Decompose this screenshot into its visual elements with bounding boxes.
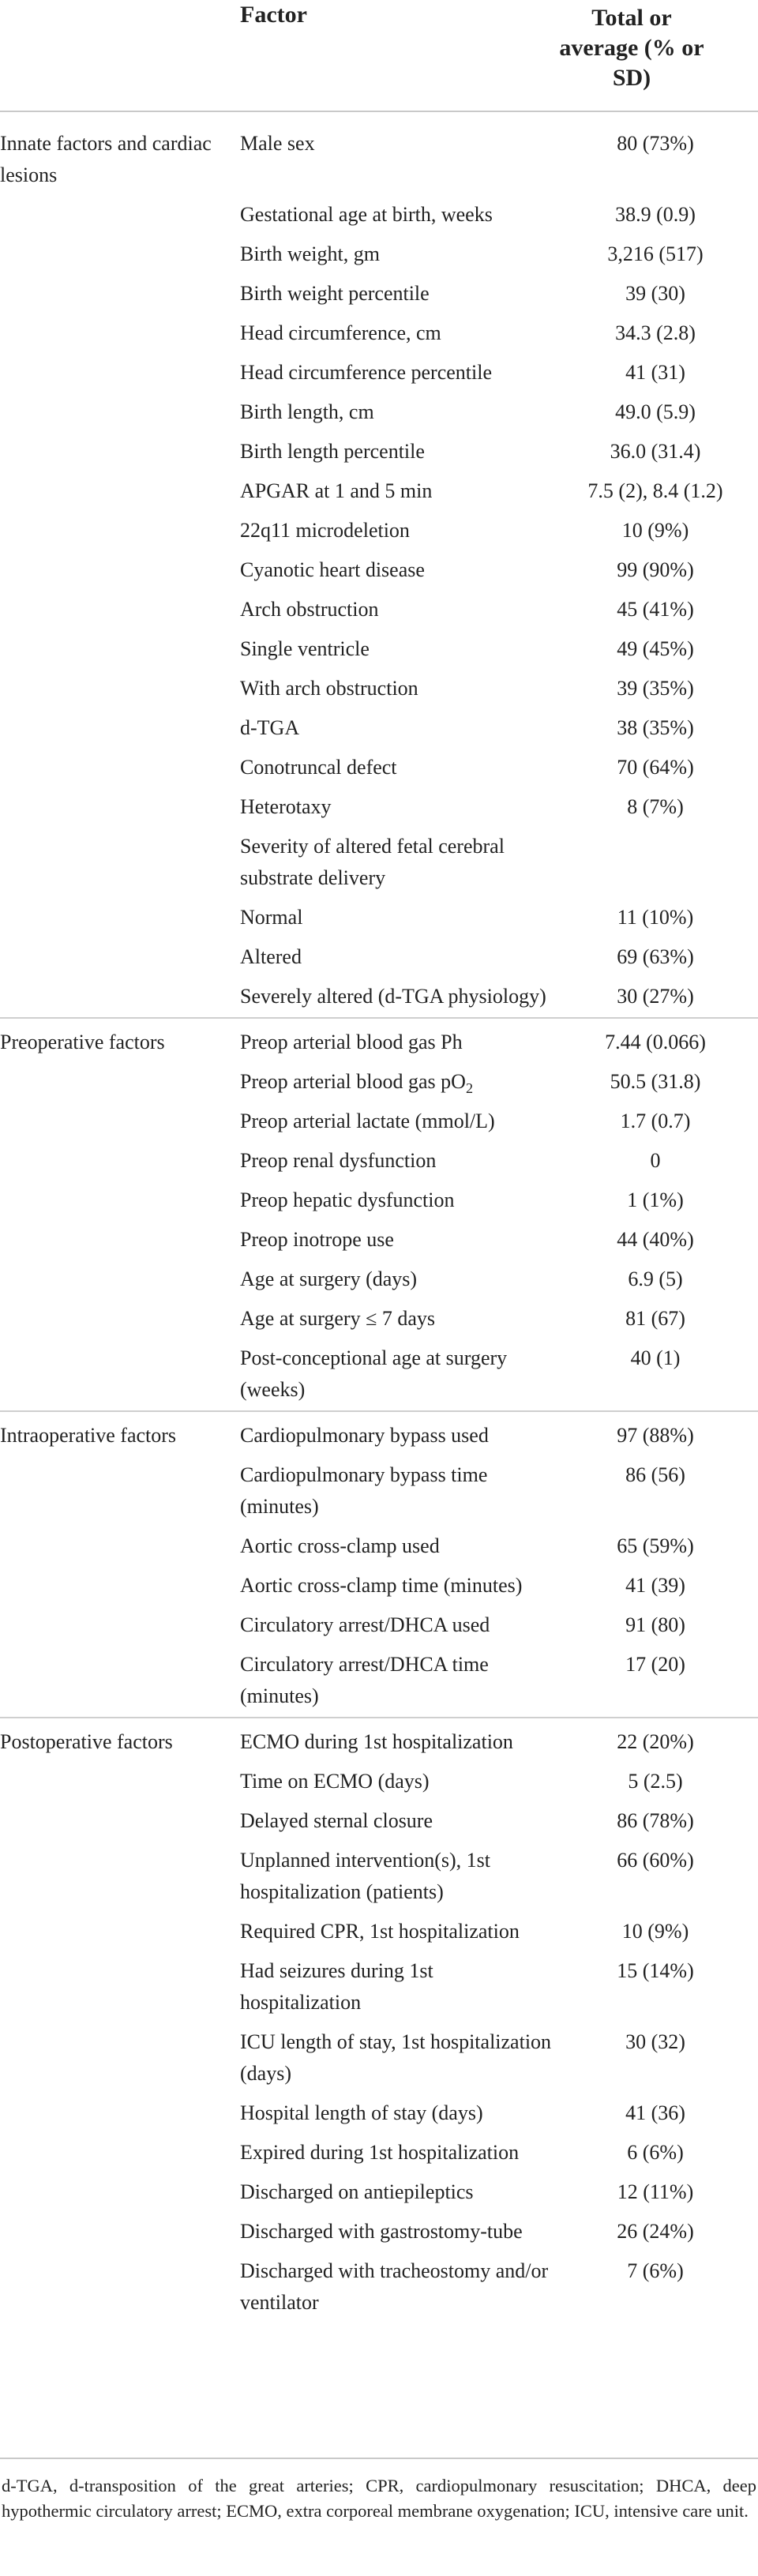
table-row xyxy=(0,235,758,275)
factor-cell xyxy=(240,2252,553,2323)
factor-cell xyxy=(240,1913,553,1952)
group-cell xyxy=(0,1221,240,1260)
factor-label: Heterotaxy xyxy=(240,795,332,818)
factor-cell xyxy=(240,1842,553,1913)
value-cell: 86 (78%) xyxy=(617,1809,694,1832)
table-body xyxy=(0,120,758,2323)
group-cell xyxy=(0,2173,240,2213)
factor-cell xyxy=(240,235,553,275)
table-row xyxy=(0,978,758,1018)
group-cell xyxy=(0,1842,240,1913)
factor-cell xyxy=(240,749,553,788)
header-rule xyxy=(0,111,758,112)
value-cell: 97 (88%) xyxy=(553,1411,758,1456)
group-cell xyxy=(0,314,240,354)
factor-label: Preop arterial lactate (mmol/L) xyxy=(240,1110,495,1132)
factor-label: Single ventricle xyxy=(240,637,370,660)
factor-cell xyxy=(240,1018,553,1063)
group-cell xyxy=(0,1527,240,1567)
value-cell: 66 (60%) xyxy=(617,1849,694,1872)
value-cell: 80 (73%) xyxy=(617,132,694,155)
column-header-total: Total or average (% or SD) xyxy=(559,5,704,91)
table-row xyxy=(0,1567,758,1606)
factor-label: Discharged with tracheostomy and/or ventilator xyxy=(240,2259,549,2314)
factor-label: Hospital length of stay (days) xyxy=(240,2101,483,2124)
factor-cell xyxy=(240,630,553,670)
group-cell xyxy=(0,354,240,393)
factor-cell xyxy=(240,354,553,393)
factor-cell xyxy=(240,1339,553,1411)
group-cell xyxy=(0,512,240,551)
factor-label: Unplanned intervention(s), 1st hospitalization (patients) xyxy=(240,1849,490,1903)
value-cell: 17 (20) xyxy=(625,1653,685,1676)
factor-label: Discharged on antiepileptics xyxy=(240,2180,474,2203)
factor-label: Birth weight, gm xyxy=(240,242,380,265)
factor-cell xyxy=(240,196,553,235)
factor-label: Gestational age at birth, weeks xyxy=(240,203,493,226)
value-cell: 5 (2.5) xyxy=(628,1770,683,1793)
table-row xyxy=(0,2252,758,2323)
factor-cell xyxy=(240,978,553,1018)
group-cell xyxy=(0,2134,240,2173)
table-row xyxy=(0,512,758,551)
value-cell: 49.0 (5.9) xyxy=(615,400,696,423)
group-label: Innate factors and cardiac lesions xyxy=(0,132,212,186)
value-cell: 99 (90%) xyxy=(617,558,694,581)
group-cell xyxy=(0,1063,240,1102)
value-cell: 39 (35%) xyxy=(617,677,694,700)
factor-label: Preop renal dysfunction xyxy=(240,1149,437,1172)
column-header-factor: Factor xyxy=(240,2,307,28)
group-cell xyxy=(0,899,240,938)
table-header xyxy=(0,0,758,103)
factor-cell xyxy=(240,1221,553,1260)
factor-label: ICU length of stay, 1st hospitalization (days) xyxy=(240,2030,552,2085)
value-cell: 91 (80) xyxy=(625,1613,685,1636)
value-cell: 38.9 (0.9) xyxy=(615,203,696,226)
factor-label: Preop arterial blood gas pO xyxy=(240,1070,466,1093)
table-row xyxy=(0,1718,758,1763)
value-cell: 22 (20%) xyxy=(553,1718,758,1763)
factor-cell xyxy=(240,788,553,828)
factor-label: Birth weight percentile xyxy=(240,282,430,305)
group-cell xyxy=(0,591,240,630)
factor-label: Birth length, cm xyxy=(240,400,374,423)
group-cell xyxy=(0,2094,240,2134)
factor-label: With arch obstruction xyxy=(240,677,418,700)
table-row xyxy=(0,354,758,393)
value-cell: 26 (24%) xyxy=(617,2220,694,2243)
value-cell: 65 (59%) xyxy=(617,1534,694,1557)
factor-label: Time on ECMO (days) xyxy=(240,1770,430,1793)
factor-label: Altered xyxy=(240,945,302,968)
table-row xyxy=(0,393,758,433)
group-cell xyxy=(0,235,240,275)
group-cell xyxy=(0,788,240,828)
group-cell xyxy=(0,1300,240,1339)
factor-label: Severity of altered fetal cerebral substrate delivery xyxy=(240,835,505,889)
table-row xyxy=(0,275,758,314)
group-cell xyxy=(0,1456,240,1527)
table-row xyxy=(0,2213,758,2252)
value-cell: 49 (45%) xyxy=(617,637,694,660)
table-row xyxy=(0,1802,758,1842)
factor-label: ECMO during 1st hospitalization xyxy=(240,1730,513,1753)
table-row xyxy=(0,1842,758,1913)
factor-cell xyxy=(240,1063,553,1102)
table-row xyxy=(0,1018,758,1063)
table-row xyxy=(0,788,758,828)
factor-cell xyxy=(240,551,553,591)
factor-label: Had seizures during 1st hospitalization xyxy=(240,1959,433,2014)
factor-cell xyxy=(240,472,553,512)
table-row xyxy=(0,1102,758,1142)
factor-cell xyxy=(240,1260,553,1300)
factor-cell xyxy=(240,1802,553,1842)
factor-cell xyxy=(240,1411,553,1456)
table-row xyxy=(0,938,758,978)
group-cell xyxy=(0,828,240,899)
table-footnote: d-TGA, d-transposition of the great arteries; CPR, cardiopulmonary resuscitation; DHCA, deep hypothermic circulatory arrest; ECMO, extra corporeal membrane oxygenation; ICU, intensive care unit. xyxy=(2,2476,756,2521)
group-cell xyxy=(0,433,240,472)
table-row xyxy=(0,2023,758,2094)
value-cell: 10 (9%) xyxy=(621,1920,689,1943)
table-row xyxy=(0,749,758,788)
factor-cell xyxy=(240,120,553,196)
factor-cell xyxy=(240,1102,553,1142)
group-cell xyxy=(0,1913,240,1952)
value-cell: 39 (30) xyxy=(625,282,685,305)
value-cell: 7.44 (0.066) xyxy=(553,1018,758,1063)
factor-cell xyxy=(240,1181,553,1221)
factor-cell xyxy=(240,433,553,472)
factor-label: Preop inotrope use xyxy=(240,1228,394,1251)
factor-label: d-TGA xyxy=(240,716,300,739)
factor-cell xyxy=(240,938,553,978)
value-cell: 86 (56) xyxy=(625,1463,685,1486)
table-row xyxy=(0,1763,758,1802)
factor-subscript: 2 xyxy=(465,1080,474,1097)
factor-cell xyxy=(240,1567,553,1606)
factor-cell xyxy=(240,591,553,630)
value-cell: 1 (1%) xyxy=(627,1188,684,1211)
factor-label: Aortic cross-clamp time (minutes) xyxy=(240,1574,523,1597)
value-cell: 7 (6%) xyxy=(627,2259,684,2282)
table-row xyxy=(0,1913,758,1952)
group-cell xyxy=(0,196,240,235)
table-row xyxy=(0,1221,758,1260)
table-row xyxy=(0,1527,758,1567)
factor-label: Birth length percentile xyxy=(240,440,425,463)
factor-label: Cardiopulmonary bypass time (minutes) xyxy=(240,1463,488,1518)
factor-cell xyxy=(240,1527,553,1567)
factor-label: Expired during 1st hospitalization xyxy=(240,2141,520,2164)
group-cell xyxy=(0,393,240,433)
table-row xyxy=(0,709,758,749)
group-cell xyxy=(0,709,240,749)
table-row xyxy=(0,1411,758,1456)
factor-cell xyxy=(240,2094,553,2134)
table-row xyxy=(0,828,758,899)
factor-cell xyxy=(240,1718,553,1763)
factor-label: Severely altered (d-TGA physiology) xyxy=(240,985,546,1008)
group-cell xyxy=(0,1763,240,1802)
table-row xyxy=(0,1456,758,1527)
table-row xyxy=(0,2134,758,2173)
factor-label: Normal xyxy=(240,906,303,929)
factor-label: Age at surgery ≤ 7 days xyxy=(240,1307,436,1330)
group-label: Postoperative factors xyxy=(0,1718,240,1763)
value-cell: 50.5 (31.8) xyxy=(610,1070,701,1093)
table-row xyxy=(0,630,758,670)
factor-cell xyxy=(240,1646,553,1718)
group-cell xyxy=(0,2023,240,2094)
factor-label: APGAR at 1 and 5 min xyxy=(240,479,433,502)
group-cell xyxy=(0,1952,240,2023)
factor-label: Head circumference, cm xyxy=(240,321,441,344)
table-row xyxy=(0,2173,758,2213)
group-cell xyxy=(0,1802,240,1842)
factor-label: Circulatory arrest/DHCA used xyxy=(240,1613,490,1636)
value-cell: 6.9 (5) xyxy=(628,1267,683,1290)
group-cell xyxy=(0,1102,240,1142)
value-cell: 40 (1) xyxy=(630,1346,681,1369)
table-row xyxy=(0,1606,758,1646)
factor-cell xyxy=(240,828,553,899)
table-row xyxy=(0,1952,758,2023)
group-label: Preoperative factors xyxy=(0,1018,240,1063)
value-cell: 41 (36) xyxy=(625,2101,685,2124)
group-cell xyxy=(0,2252,240,2323)
table-row xyxy=(0,670,758,709)
factor-cell xyxy=(240,1763,553,1802)
factor-cell xyxy=(240,709,553,749)
factor-cell xyxy=(240,275,553,314)
factor-label: Cardiopulmonary bypass used xyxy=(240,1424,489,1447)
group-cell xyxy=(0,472,240,512)
value-cell: 12 (11%) xyxy=(617,2180,694,2203)
group-cell xyxy=(0,1181,240,1221)
value-cell: 10 (9%) xyxy=(621,519,689,542)
factor-label: Preop hepatic dysfunction xyxy=(240,1188,455,1211)
bottom-rule xyxy=(0,2458,758,2459)
group-cell xyxy=(0,1646,240,1718)
table-row xyxy=(0,1181,758,1221)
group-cell xyxy=(0,1567,240,1606)
factor-label: Required CPR, 1st hospitalization xyxy=(240,1920,520,1943)
factor-cell xyxy=(240,1456,553,1527)
value-cell: 8 (7%) xyxy=(627,795,684,818)
factor-label: 22q11 microdeletion xyxy=(240,519,410,542)
factor-cell xyxy=(240,2023,553,2094)
value-cell: 7.5 (2), 8.4 (1.2) xyxy=(587,479,723,502)
table-row xyxy=(0,196,758,235)
value-cell: 11 (10%) xyxy=(617,906,694,929)
value-cell: 30 (27%) xyxy=(617,985,694,1008)
value-cell: 0 xyxy=(650,1149,661,1172)
value-cell: 15 (14%) xyxy=(617,1959,694,1982)
factor-label: Discharged with gastrostomy-tube xyxy=(240,2220,523,2243)
factor-cell xyxy=(240,899,553,938)
data-table xyxy=(0,120,758,2323)
table-row xyxy=(0,1260,758,1300)
group-cell xyxy=(0,1260,240,1300)
factor-cell xyxy=(240,1300,553,1339)
table-row xyxy=(0,472,758,512)
value-cell: 1.7 (0.7) xyxy=(620,1110,691,1132)
factor-cell xyxy=(240,393,553,433)
value-cell: 41 (39) xyxy=(625,1574,685,1597)
table-row xyxy=(0,1646,758,1718)
table-row xyxy=(0,433,758,472)
value-cell: 81 (67) xyxy=(625,1307,685,1330)
table-row xyxy=(0,120,758,196)
value-cell: 38 (35%) xyxy=(617,716,694,739)
factor-cell xyxy=(240,1952,553,2023)
group-cell xyxy=(0,2213,240,2252)
factor-label: Preop arterial blood gas Ph xyxy=(240,1031,463,1053)
value-cell: 41 (31) xyxy=(625,361,685,384)
value-cell: 44 (40%) xyxy=(617,1228,694,1251)
factor-label: Aortic cross-clamp used xyxy=(240,1534,440,1557)
table-row xyxy=(0,899,758,938)
value-cell: 70 (64%) xyxy=(617,756,694,779)
factor-label: Cyanotic heart disease xyxy=(240,558,425,581)
table-row xyxy=(0,2094,758,2134)
factor-cell xyxy=(240,670,553,709)
factor-cell xyxy=(240,512,553,551)
factor-label: Male sex xyxy=(240,132,315,155)
factor-cell xyxy=(240,314,553,354)
factor-label: Age at surgery (days) xyxy=(240,1267,418,1290)
group-cell xyxy=(0,670,240,709)
factor-label: Head circumference percentile xyxy=(240,361,493,384)
value-cell: 45 (41%) xyxy=(617,598,694,621)
factor-cell xyxy=(240,1606,553,1646)
factor-label: Arch obstruction xyxy=(240,598,379,621)
value-cell: 6 (6%) xyxy=(627,2141,684,2164)
value-cell: 34.3 (2.8) xyxy=(615,321,696,344)
value-cell xyxy=(553,828,758,899)
table-row xyxy=(0,591,758,630)
value-cell: 3,216 (517) xyxy=(607,242,704,265)
group-label: Intraoperative factors xyxy=(0,1411,240,1456)
group-cell xyxy=(0,1606,240,1646)
factor-cell xyxy=(240,1142,553,1181)
group-cell xyxy=(0,978,240,1018)
group-cell xyxy=(0,630,240,670)
factor-label: Post-conceptional age at surgery (weeks) xyxy=(240,1346,508,1401)
value-cell: 36.0 (31.4) xyxy=(610,440,701,463)
value-cell: 30 (32) xyxy=(625,2030,685,2053)
factor-cell xyxy=(240,2173,553,2213)
factor-label: Circulatory arrest/DHCA time (minutes) xyxy=(240,1653,489,1707)
factor-label: Conotruncal defect xyxy=(240,756,397,779)
table-row xyxy=(0,1300,758,1339)
table-row xyxy=(0,1063,758,1102)
group-cell xyxy=(0,1142,240,1181)
factor-cell xyxy=(240,2213,553,2252)
table-row xyxy=(0,314,758,354)
group-cell xyxy=(0,938,240,978)
table-row xyxy=(0,1142,758,1181)
group-cell xyxy=(0,275,240,314)
group-cell xyxy=(0,749,240,788)
value-cell: 69 (63%) xyxy=(617,945,694,968)
group-cell xyxy=(0,551,240,591)
table-row xyxy=(0,551,758,591)
table-row xyxy=(0,1339,758,1411)
factor-label: Delayed sternal closure xyxy=(240,1809,433,1832)
factor-cell xyxy=(240,2134,553,2173)
group-cell xyxy=(0,1339,240,1411)
